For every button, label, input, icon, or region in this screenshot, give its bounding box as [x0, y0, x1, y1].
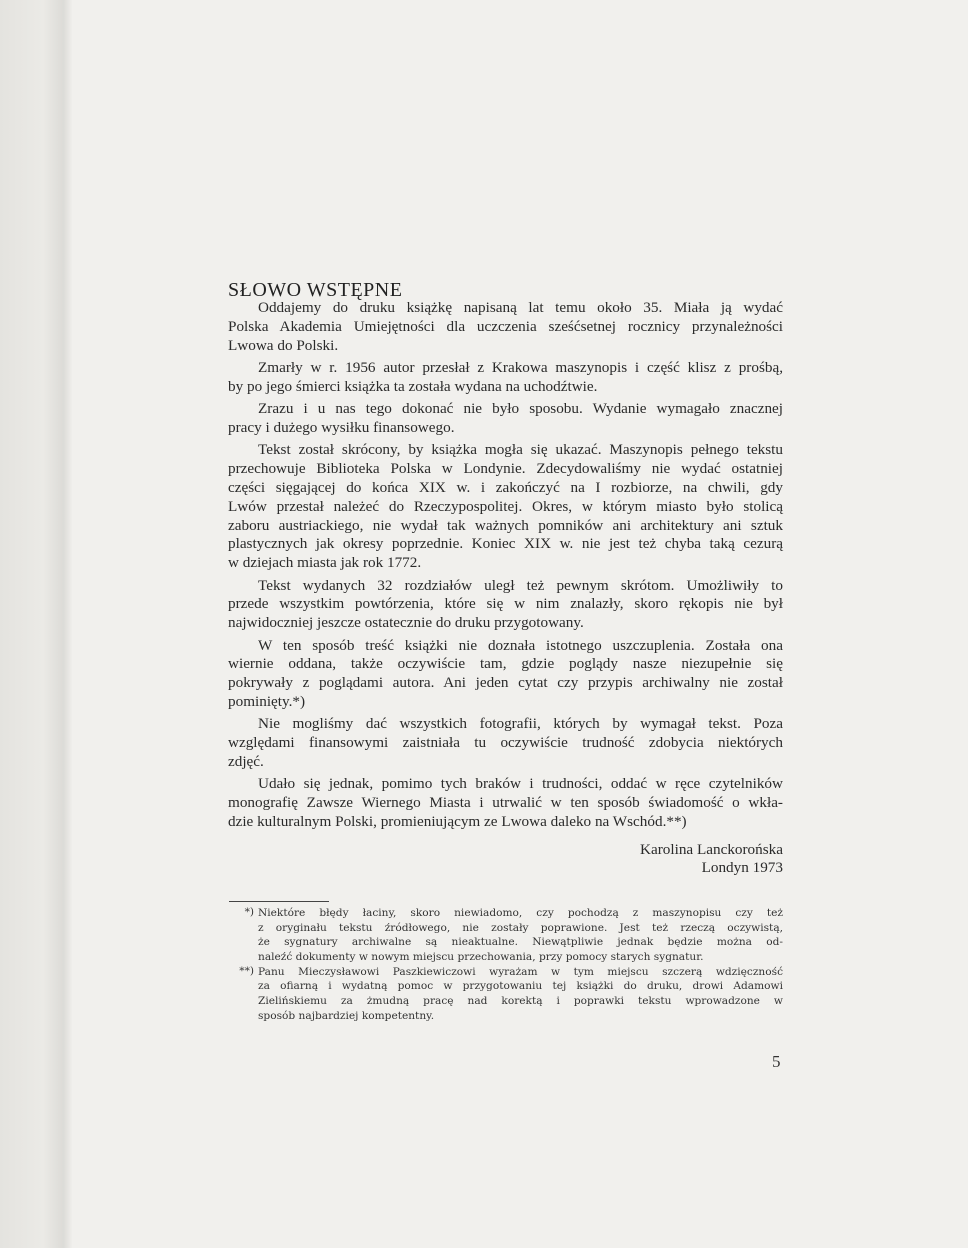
footnote-line: z oryginału tekstu źródłowego, nie zostały poprawione. Jest też rzeczą oczywistą, — [258, 921, 783, 934]
text-line: Udało się jednak, pomimo tych braków i trudności, oddać w ręce czytelników — [258, 775, 783, 793]
paragraph — [228, 299, 783, 355]
footnotes — [228, 906, 783, 1024]
footnote-rule — [229, 901, 329, 902]
signature-name: Karolina Lanckorońska — [640, 841, 783, 858]
text-line: Oddajemy do druku książkę napisaną lat temu około 35. Miała ją wydać — [258, 299, 783, 316]
text-line: Zmarły w r. 1956 autor przesłał z Krakowa maszynopis i część klisz z prośbą, — [258, 358, 783, 376]
paragraph — [228, 441, 783, 573]
text-line: względami finansowymi zaistniała tu oczywiście trudność zdobycia niektórych — [228, 734, 783, 752]
text-line: pominięty.*) — [228, 692, 306, 710]
paragraph — [228, 400, 783, 438]
text-line: wiernie oddana, także oczywiście tam, gdzie poglądy nasze niezupełnie się — [228, 655, 783, 673]
text-line: Lwowa do Polski. — [228, 336, 339, 354]
text-line: by po jego śmierci książka ta została wydana na uchodźtwie. — [228, 377, 598, 395]
text-line: Tekst został skrócony, by książka mogła się ukazać. Maszynopis pełnego tekstu — [258, 441, 783, 459]
paragraph — [228, 637, 783, 712]
paragraph — [228, 715, 783, 771]
footnote-line: naleźć dokumenty w nowym miejscu przechowania, przy pomocy starych sygnatur. — [258, 951, 704, 964]
preface-body — [228, 299, 783, 835]
footnote-line: Panu Mieczysławowi Paszkiewiczowi wyrażam w tym miejscu szczerą wdzięczność — [258, 965, 783, 978]
text-line: dzie kulturalnym Polski, promieniującym ze Lwowa daleko na Wschód.**) — [228, 812, 687, 830]
paragraph — [228, 775, 783, 831]
text-line: Zrazu i u nas tego dokonać nie było sposobu. Wydanie wymagało znacznej — [258, 400, 783, 418]
text-line: pracy i dużego wysiłku finansowego. — [228, 418, 455, 436]
text-line: zaboru austriackiego, nie wydał tak ważnych pomników ani architektury ani sztuk — [228, 516, 783, 534]
footnote-marker: *) — [244, 906, 254, 918]
text-line: plastycznych jak okresy poprzednie. Koniec XIX w. nie jest też chyba taką cezurą — [228, 535, 783, 553]
book-gutter-shadow — [0, 0, 72, 1248]
text-line: w dziejach miasta jak rok 1772. — [228, 554, 422, 572]
text-line: Polska Akademia Umiejętności dla uczczenia sześćsetnej rocznicy przynależności — [228, 317, 783, 335]
text-line: Nie mogliśmy dać wszystkich fotografii, których by wymagał tekst. Poza — [258, 715, 783, 733]
text-line: przechowuje Biblioteka Polska w Londynie. Zdecydowaliśmy nie wydać ostatniej — [228, 460, 783, 478]
page-heading: SŁOWO WSTĘPNE — [228, 279, 403, 301]
footnote-line: Niektóre błędy łaciny, skoro niewiadomo, czy pochodzą z maszynopisu czy też — [258, 907, 783, 919]
paragraph — [228, 577, 783, 633]
footnote-marker: **) — [239, 964, 254, 977]
footnote-line: sposób najbardziej kompetentny. — [258, 1009, 435, 1022]
text-line: Tekst wydanych 32 rozdziałów uległ też pewnym skrótom. Umożliwiły to — [258, 576, 783, 594]
page-number: 5 — [772, 1052, 781, 1071]
footnote-line: za ofiarną i wydatną pomoc w przygotowaniu tej książki do druku, drowi Adamowi — [258, 980, 783, 993]
text-line: zdjęć. — [228, 752, 264, 770]
text-line: pokrywały z poglądami autora. Ani jeden cytat czy przypis archiwalny nie został — [228, 674, 783, 692]
text-line: przede wszystkim powtórzenia, które się w nim znalazły, skoro rękopis nie był — [228, 595, 783, 613]
signature-place-date: Londyn 1973 — [701, 859, 783, 876]
footnote — [228, 965, 783, 1024]
footnote-line: że sygnatury archiwalne są nieaktualne. Niewątpliwie jednak będzie można od- — [258, 936, 783, 949]
text-line: części sięgającej do końca XIX w. i zakończyć na I rozbiorze, na chwili, gdy — [228, 478, 783, 496]
paragraph — [228, 359, 783, 397]
text-line: najwidoczniej jeszcze ostatecznie do druku przygotowany. — [228, 614, 584, 632]
text-line: W ten sposób treść książki nie doznała istotnego uszczuplenia. Została ona — [258, 636, 783, 654]
footnote-line: Zielińskiemu za żmudną pracę nad korektą i poprawki tekstu wprowadzone w — [258, 995, 783, 1008]
text-line: monografię Zawsze Wiernego Miasta i utrwalić w ten sposób świadomość o wkła- — [228, 794, 783, 812]
footnote — [228, 906, 783, 965]
text-line: Lwów przestał należeć do Rzeczypospolitej. Okres, w którym miasto było stolicą — [228, 497, 783, 515]
